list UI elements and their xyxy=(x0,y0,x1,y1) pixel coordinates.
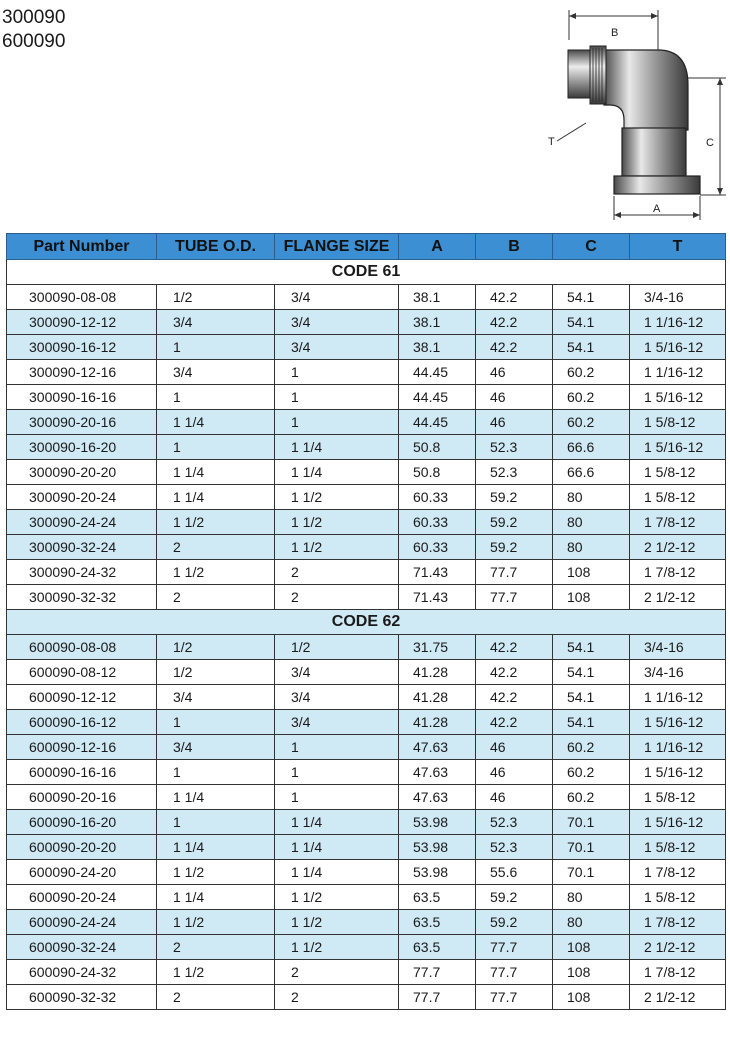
t-cell: 1 5/8-12 xyxy=(630,410,726,435)
t-cell: 3/4-16 xyxy=(630,635,726,660)
c-cell: 54.1 xyxy=(553,660,630,685)
column-header: TUBE O.D. xyxy=(157,234,275,260)
column-header: FLANGE SIZE xyxy=(275,234,399,260)
tube-od-cell: 1 1/4 xyxy=(157,885,275,910)
c-cell: 108 xyxy=(553,935,630,960)
flange-size-cell: 3/4 xyxy=(275,335,399,360)
a-cell: 50.8 xyxy=(399,435,476,460)
a-cell: 71.43 xyxy=(399,585,476,610)
b-cell: 59.2 xyxy=(476,485,553,510)
t-cell: 2 1/2-12 xyxy=(630,985,726,1010)
section-header-row xyxy=(7,260,726,285)
part-number-cell: 300090-32-24 xyxy=(7,535,157,560)
tube-od-cell: 3/4 xyxy=(157,685,275,710)
t-cell: 1 7/8-12 xyxy=(630,510,726,535)
a-cell: 41.28 xyxy=(399,685,476,710)
b-cell: 42.2 xyxy=(476,335,553,360)
b-cell: 59.2 xyxy=(476,535,553,560)
flange-size-cell: 3/4 xyxy=(275,710,399,735)
flange-size-cell: 1 1/2 xyxy=(275,935,399,960)
tube-od-cell: 1 1/2 xyxy=(157,860,275,885)
flange-size-cell: 1 1/4 xyxy=(275,435,399,460)
flange-size-cell: 1 1/2 xyxy=(275,910,399,935)
part-number-cell: 600090-08-08 xyxy=(7,635,157,660)
column-header: C xyxy=(553,234,630,260)
a-cell: 38.1 xyxy=(399,310,476,335)
a-cell: 53.98 xyxy=(399,835,476,860)
a-cell: 47.63 xyxy=(399,735,476,760)
c-cell: 80 xyxy=(553,885,630,910)
c-cell: 80 xyxy=(553,535,630,560)
b-cell: 52.3 xyxy=(476,460,553,485)
part-number-cell: 300090-08-08 xyxy=(7,285,157,310)
c-cell: 70.1 xyxy=(553,860,630,885)
tube-od-cell: 2 xyxy=(157,585,275,610)
c-cell: 60.2 xyxy=(553,760,630,785)
b-cell: 42.2 xyxy=(476,685,553,710)
flange-size-cell: 3/4 xyxy=(275,685,399,710)
a-cell: 53.98 xyxy=(399,810,476,835)
table-row xyxy=(7,485,726,510)
table-row xyxy=(7,635,726,660)
b-cell: 46 xyxy=(476,760,553,785)
t-cell: 1 7/8-12 xyxy=(630,560,726,585)
t-cell: 1 5/16-12 xyxy=(630,435,726,460)
tube-od-cell: 3/4 xyxy=(157,310,275,335)
t-cell: 1 7/8-12 xyxy=(630,910,726,935)
tube-od-cell: 1 1/4 xyxy=(157,485,275,510)
table-row xyxy=(7,860,726,885)
a-cell: 44.45 xyxy=(399,360,476,385)
table-row xyxy=(7,910,726,935)
t-cell: 2 1/2-12 xyxy=(630,935,726,960)
table-row xyxy=(7,985,726,1010)
table-row xyxy=(7,510,726,535)
b-cell: 77.7 xyxy=(476,560,553,585)
b-cell: 46 xyxy=(476,360,553,385)
flange-size-cell: 2 xyxy=(275,585,399,610)
c-cell: 60.2 xyxy=(553,410,630,435)
t-cell: 1 5/16-12 xyxy=(630,810,726,835)
tube-od-cell: 1 1/2 xyxy=(157,910,275,935)
dimension-t xyxy=(548,123,586,148)
c-cell: 108 xyxy=(553,585,630,610)
column-header: T xyxy=(630,234,726,260)
part-number-cell: 600090-24-24 xyxy=(7,910,157,935)
dimension-c-label: C xyxy=(706,137,714,149)
part-number-cell: 600090-16-20 xyxy=(7,810,157,835)
part-number-cell: 300090-16-12 xyxy=(7,335,157,360)
flange-size-cell: 1 xyxy=(275,360,399,385)
b-cell: 55.6 xyxy=(476,860,553,885)
table-row xyxy=(7,585,726,610)
a-cell: 63.5 xyxy=(399,935,476,960)
flange-size-cell: 1 1/4 xyxy=(275,860,399,885)
flange-size-cell: 1/2 xyxy=(275,635,399,660)
part-number-cell: 300090-12-16 xyxy=(7,360,157,385)
a-cell: 60.33 xyxy=(399,485,476,510)
tube-od-cell: 2 xyxy=(157,935,275,960)
b-cell: 42.2 xyxy=(476,635,553,660)
tube-od-cell: 1 1/4 xyxy=(157,785,275,810)
b-cell: 59.2 xyxy=(476,910,553,935)
flange-size-cell: 1 xyxy=(275,385,399,410)
c-cell: 80 xyxy=(553,510,630,535)
flange-size-cell: 2 xyxy=(275,985,399,1010)
c-cell: 60.2 xyxy=(553,735,630,760)
a-cell: 60.33 xyxy=(399,535,476,560)
t-cell: 1 5/8-12 xyxy=(630,785,726,810)
table-row xyxy=(7,935,726,960)
c-cell: 80 xyxy=(553,910,630,935)
part-number-cell: 600090-24-32 xyxy=(7,960,157,985)
c-cell: 108 xyxy=(553,960,630,985)
t-cell: 1 5/16-12 xyxy=(630,385,726,410)
flange-size-cell: 1 1/2 xyxy=(275,485,399,510)
t-cell: 1 5/16-12 xyxy=(630,710,726,735)
c-cell: 70.1 xyxy=(553,810,630,835)
tube-od-cell: 2 xyxy=(157,535,275,560)
part-number-cell: 300090-12-12 xyxy=(7,310,157,335)
part-code-list xyxy=(2,6,65,54)
tube-od-cell: 1 xyxy=(157,435,275,460)
dimension-b-label: B xyxy=(611,27,619,39)
tube-od-cell: 1 1/4 xyxy=(157,835,275,860)
part-number-cell: 300090-16-20 xyxy=(7,435,157,460)
table-row xyxy=(7,735,726,760)
table-row xyxy=(7,810,726,835)
part-number-cell: 600090-12-16 xyxy=(7,735,157,760)
a-cell: 44.45 xyxy=(399,410,476,435)
flange-size-cell: 2 xyxy=(275,560,399,585)
elbow-fitting-diagram xyxy=(540,10,730,225)
part-number-cell: 600090-16-12 xyxy=(7,710,157,735)
tube-od-cell: 2 xyxy=(157,985,275,1010)
section-title: CODE 62 xyxy=(7,610,726,635)
table-row xyxy=(7,535,726,560)
b-cell: 77.7 xyxy=(476,985,553,1010)
b-cell: 46 xyxy=(476,385,553,410)
table-row xyxy=(7,760,726,785)
b-cell: 52.3 xyxy=(476,810,553,835)
table-row xyxy=(7,435,726,460)
table-row xyxy=(7,460,726,485)
part-code: 600090 xyxy=(2,31,66,52)
b-cell: 52.3 xyxy=(476,435,553,460)
a-cell: 44.45 xyxy=(399,385,476,410)
flange-size-cell: 2 xyxy=(275,960,399,985)
tube-od-cell: 3/4 xyxy=(157,360,275,385)
b-cell: 77.7 xyxy=(476,585,553,610)
tube-od-cell: 1 xyxy=(157,810,275,835)
flange-size-cell: 1 1/4 xyxy=(275,460,399,485)
a-cell: 60.33 xyxy=(399,510,476,535)
tube-od-cell: 1 1/2 xyxy=(157,560,275,585)
part-number-cell: 300090-24-32 xyxy=(7,560,157,585)
c-cell: 60.2 xyxy=(553,360,630,385)
a-cell: 41.28 xyxy=(399,660,476,685)
c-cell: 80 xyxy=(553,485,630,510)
table-row xyxy=(7,885,726,910)
part-number-cell: 300090-20-16 xyxy=(7,410,157,435)
tube-od-cell: 1 1/4 xyxy=(157,460,275,485)
b-cell: 42.2 xyxy=(476,310,553,335)
table-row xyxy=(7,310,726,335)
section-header-row xyxy=(7,610,726,635)
a-cell: 38.1 xyxy=(399,335,476,360)
flange-size-cell: 1 1/2 xyxy=(275,885,399,910)
flange-size-cell: 1 1/2 xyxy=(275,535,399,560)
part-number-cell: 300090-24-24 xyxy=(7,510,157,535)
part-number-cell: 300090-32-32 xyxy=(7,585,157,610)
tube-od-cell: 1/2 xyxy=(157,285,275,310)
table-row xyxy=(7,410,726,435)
a-cell: 77.7 xyxy=(399,985,476,1010)
a-cell: 63.5 xyxy=(399,885,476,910)
column-header: A xyxy=(399,234,476,260)
tube-od-cell: 3/4 xyxy=(157,735,275,760)
a-cell: 41.28 xyxy=(399,710,476,735)
b-cell: 77.7 xyxy=(476,935,553,960)
flange-size-cell: 1 xyxy=(275,735,399,760)
c-cell: 54.1 xyxy=(553,710,630,735)
c-cell: 54.1 xyxy=(553,310,630,335)
table-row xyxy=(7,710,726,735)
table-row xyxy=(7,385,726,410)
a-cell: 53.98 xyxy=(399,860,476,885)
flange-size-cell: 1 1/2 xyxy=(275,510,399,535)
part-number-cell: 600090-20-16 xyxy=(7,785,157,810)
part-number-cell: 600090-20-24 xyxy=(7,885,157,910)
part-number-cell: 600090-32-24 xyxy=(7,935,157,960)
table-row xyxy=(7,560,726,585)
parts-table xyxy=(6,233,726,1010)
c-cell: 60.2 xyxy=(553,785,630,810)
a-cell: 71.43 xyxy=(399,560,476,585)
table-row xyxy=(7,960,726,985)
t-cell: 1 5/16-12 xyxy=(630,335,726,360)
flange-size-cell: 1 xyxy=(275,410,399,435)
a-cell: 31.75 xyxy=(399,635,476,660)
table-row xyxy=(7,360,726,385)
tube-od-cell: 1/2 xyxy=(157,635,275,660)
a-cell: 77.7 xyxy=(399,960,476,985)
tube-od-cell: 1 1/2 xyxy=(157,960,275,985)
part-number-cell: 300090-16-16 xyxy=(7,385,157,410)
tube-od-cell: 1/2 xyxy=(157,660,275,685)
table-header-row xyxy=(7,234,726,260)
b-cell: 42.2 xyxy=(476,710,553,735)
b-cell: 59.2 xyxy=(476,510,553,535)
b-cell: 42.2 xyxy=(476,285,553,310)
t-cell: 1 7/8-12 xyxy=(630,860,726,885)
a-cell: 47.63 xyxy=(399,760,476,785)
dimension-a xyxy=(614,196,700,220)
flange-size-cell: 3/4 xyxy=(275,285,399,310)
table-body xyxy=(7,260,726,1010)
part-number-cell: 600090-12-12 xyxy=(7,685,157,710)
table-row xyxy=(7,335,726,360)
c-cell: 60.2 xyxy=(553,385,630,410)
c-cell: 108 xyxy=(553,985,630,1010)
part-code: 300090 xyxy=(2,7,66,28)
part-number-cell: 300090-20-20 xyxy=(7,460,157,485)
a-cell: 38.1 xyxy=(399,285,476,310)
dimension-t-label: T xyxy=(548,136,555,148)
c-cell: 66.6 xyxy=(553,460,630,485)
c-cell: 108 xyxy=(553,560,630,585)
tube-od-cell: 1 xyxy=(157,335,275,360)
table-row xyxy=(7,685,726,710)
t-cell: 1 7/8-12 xyxy=(630,960,726,985)
a-cell: 63.5 xyxy=(399,910,476,935)
table-row xyxy=(7,660,726,685)
c-cell: 70.1 xyxy=(553,835,630,860)
b-cell: 52.3 xyxy=(476,835,553,860)
part-number-cell: 600090-16-16 xyxy=(7,760,157,785)
t-cell: 3/4-16 xyxy=(630,285,726,310)
t-cell: 1 1/16-12 xyxy=(630,310,726,335)
table-row xyxy=(7,285,726,310)
t-cell: 1 5/8-12 xyxy=(630,835,726,860)
column-header: B xyxy=(476,234,553,260)
c-cell: 54.1 xyxy=(553,685,630,710)
a-cell: 50.8 xyxy=(399,460,476,485)
tube-od-cell: 1 1/4 xyxy=(157,410,275,435)
b-cell: 77.7 xyxy=(476,960,553,985)
flange-size-cell: 1 xyxy=(275,760,399,785)
part-number-cell: 600090-32-32 xyxy=(7,985,157,1010)
flange-size-cell: 3/4 xyxy=(275,310,399,335)
c-cell: 66.6 xyxy=(553,435,630,460)
tube-od-cell: 1 xyxy=(157,760,275,785)
c-cell: 54.1 xyxy=(553,635,630,660)
part-number-cell: 300090-20-24 xyxy=(7,485,157,510)
b-cell: 42.2 xyxy=(476,660,553,685)
c-cell: 54.1 xyxy=(553,285,630,310)
part-number-cell: 600090-20-20 xyxy=(7,835,157,860)
section-title: CODE 61 xyxy=(7,260,726,285)
flange-size-cell: 1 1/4 xyxy=(275,835,399,860)
b-cell: 46 xyxy=(476,785,553,810)
t-cell: 1 1/16-12 xyxy=(630,685,726,710)
b-cell: 46 xyxy=(476,410,553,435)
part-number-cell: 600090-08-12 xyxy=(7,660,157,685)
tube-od-cell: 1 1/2 xyxy=(157,510,275,535)
t-cell: 2 1/2-12 xyxy=(630,585,726,610)
tube-od-cell: 1 xyxy=(157,385,275,410)
table-row xyxy=(7,835,726,860)
tube-od-cell: 1 xyxy=(157,710,275,735)
table-row xyxy=(7,785,726,810)
a-cell: 47.63 xyxy=(399,785,476,810)
part-number-cell: 600090-24-20 xyxy=(7,860,157,885)
dimension-a-label: A xyxy=(653,203,661,215)
column-header: Part Number xyxy=(7,234,157,260)
t-cell: 2 1/2-12 xyxy=(630,535,726,560)
t-cell: 3/4-16 xyxy=(630,660,726,685)
flange-size-cell: 1 xyxy=(275,785,399,810)
elbow-body xyxy=(568,46,700,194)
t-cell: 1 5/8-12 xyxy=(630,460,726,485)
t-cell: 1 1/16-12 xyxy=(630,735,726,760)
t-cell: 1 5/16-12 xyxy=(630,760,726,785)
flange-size-cell: 1 1/4 xyxy=(275,810,399,835)
c-cell: 54.1 xyxy=(553,335,630,360)
b-cell: 59.2 xyxy=(476,885,553,910)
b-cell: 46 xyxy=(476,735,553,760)
flange-size-cell: 3/4 xyxy=(275,660,399,685)
t-cell: 1 1/16-12 xyxy=(630,360,726,385)
t-cell: 1 5/8-12 xyxy=(630,885,726,910)
t-cell: 1 5/8-12 xyxy=(630,485,726,510)
